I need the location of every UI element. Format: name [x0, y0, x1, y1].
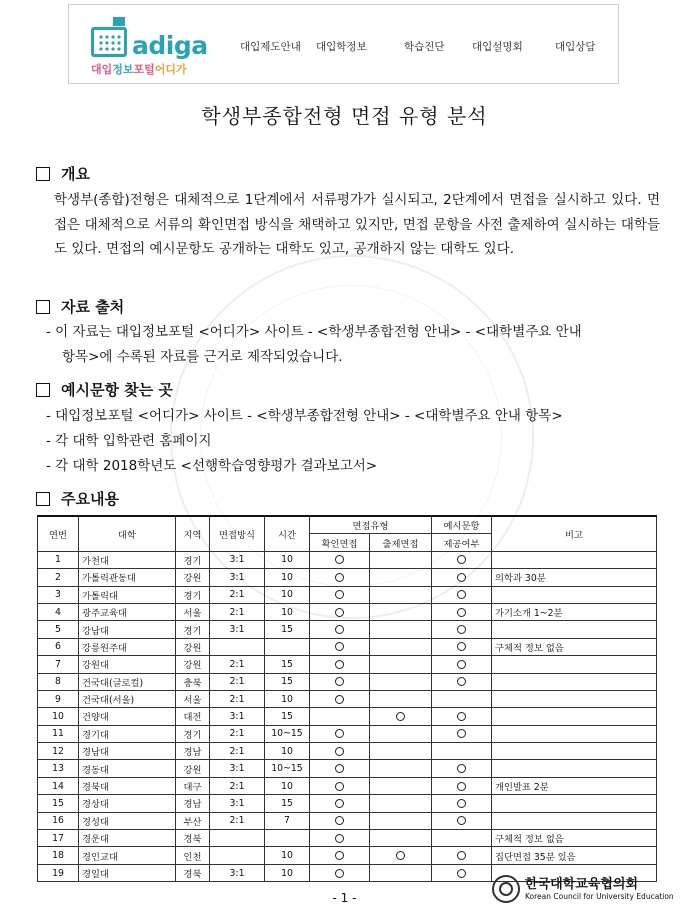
logo-building-icon	[91, 27, 127, 57]
cell-method: 3:1	[210, 621, 265, 638]
cell-univ: 경남대	[79, 743, 176, 760]
cell-example	[432, 812, 492, 829]
circle-mark-icon	[335, 590, 344, 599]
cell-confirm	[310, 795, 370, 812]
cell-method: 3:1	[210, 708, 265, 725]
cell-confirm	[310, 830, 370, 847]
cell-univ: 건양대	[79, 708, 176, 725]
cell-method: 2:1	[210, 673, 265, 690]
cell-region: 경북	[176, 830, 210, 847]
cell-note	[492, 621, 657, 638]
cell-region: 서울	[176, 690, 210, 707]
adiga-logo[interactable]	[91, 15, 211, 75]
cell-preset	[370, 621, 432, 638]
cell-example	[432, 621, 492, 638]
page-title: 학생부종합전형 면접 유형 분석	[201, 104, 488, 128]
cell-preset	[370, 795, 432, 812]
cell-univ: 가톨릭대	[79, 586, 176, 603]
cell-time	[265, 638, 310, 655]
cell-example	[432, 551, 492, 568]
cell-preset	[370, 603, 432, 620]
cell-confirm	[310, 603, 370, 620]
cell-region: 경기	[176, 725, 210, 742]
cell-preset	[370, 864, 432, 881]
checkbox-square-icon	[36, 167, 50, 181]
cell-region: 강원	[176, 760, 210, 777]
cell-time: 7	[265, 812, 310, 829]
cell-region: 경남	[176, 795, 210, 812]
nav-admission-system[interactable]: 대입제도안내	[240, 41, 301, 53]
col-header-example-1: 예시문항	[432, 516, 492, 534]
cell-no: 14	[38, 777, 79, 794]
circle-mark-icon	[457, 555, 466, 564]
cell-no: 8	[38, 673, 79, 690]
circle-mark-icon	[335, 764, 344, 773]
cell-no: 1	[38, 551, 79, 568]
cell-method: 3:1	[210, 569, 265, 586]
cell-time: 15	[265, 673, 310, 690]
cell-no: 4	[38, 603, 79, 620]
cell-note	[492, 708, 657, 725]
cell-region: 경기	[176, 551, 210, 568]
circle-mark-icon	[457, 851, 466, 860]
cell-time	[265, 830, 310, 847]
nav-learning-diagnosis[interactable]: 학습진단	[404, 41, 445, 53]
col-header-region: 지역	[176, 516, 210, 551]
cell-confirm	[310, 551, 370, 568]
table-row	[38, 569, 657, 586]
cell-confirm	[310, 777, 370, 794]
cell-univ: 강남대	[79, 621, 176, 638]
circle-mark-icon	[335, 869, 344, 878]
table-row	[38, 690, 657, 707]
cell-region: 인천	[176, 847, 210, 864]
circle-mark-icon	[335, 816, 344, 825]
cell-preset	[370, 551, 432, 568]
circle-mark-icon	[335, 573, 344, 582]
cell-no: 15	[38, 795, 79, 812]
col-header-example-2: 제공여부	[432, 534, 492, 551]
cell-method	[210, 830, 265, 847]
col-header-time: 시간	[265, 516, 310, 551]
table-row	[38, 551, 657, 568]
cell-no: 10	[38, 708, 79, 725]
cell-note: 구체적 정보 없음	[492, 830, 657, 847]
cell-note	[492, 812, 657, 829]
cell-confirm	[310, 743, 370, 760]
cell-note	[492, 656, 657, 673]
cell-method: 2:1	[210, 690, 265, 707]
logo-flag-icon	[113, 17, 125, 26]
cell-univ: 가천대	[79, 551, 176, 568]
table-row	[38, 760, 657, 777]
circle-mark-icon	[457, 608, 466, 617]
circle-mark-icon	[335, 782, 344, 791]
cell-univ: 광주교육대	[79, 603, 176, 620]
org-logo	[492, 873, 674, 909]
cell-region: 강원	[176, 638, 210, 655]
cell-method: 2:1	[210, 777, 265, 794]
cell-time: 10	[265, 864, 310, 881]
cell-confirm	[310, 864, 370, 881]
nav-admission-counsel[interactable]: 대입상담	[555, 41, 596, 53]
circle-mark-icon	[335, 834, 344, 843]
cell-example	[432, 569, 492, 586]
cell-region: 강원	[176, 569, 210, 586]
cell-region: 대전	[176, 708, 210, 725]
checkbox-square-icon	[36, 383, 50, 397]
cell-example	[432, 708, 492, 725]
col-header-no: 연번	[38, 516, 79, 551]
cell-preset	[370, 830, 432, 847]
cell-note	[492, 760, 657, 777]
cell-univ: 건국대(서울)	[79, 690, 176, 707]
org-name: 한국대학교육협의회	[525, 877, 639, 892]
cell-method: 3:1	[210, 795, 265, 812]
cell-method: 2:1	[210, 656, 265, 673]
cell-preset	[370, 656, 432, 673]
cell-univ: 경상대	[79, 795, 176, 812]
cell-univ: 경기대	[79, 725, 176, 742]
cell-no: 11	[38, 725, 79, 742]
circle-mark-icon	[335, 747, 344, 756]
circle-mark-icon	[457, 816, 466, 825]
cell-univ: 경인교대	[79, 847, 176, 864]
cell-region: 경기	[176, 621, 210, 638]
table-row	[38, 725, 657, 742]
cell-example	[432, 847, 492, 864]
cell-time: 10~15	[265, 760, 310, 777]
cell-region: 대구	[176, 777, 210, 794]
cell-confirm	[310, 586, 370, 603]
circle-mark-icon	[335, 677, 344, 686]
cell-example	[432, 795, 492, 812]
table-row	[38, 812, 657, 829]
circle-mark-icon	[457, 642, 466, 651]
cell-confirm	[310, 708, 370, 725]
circle-mark-icon	[457, 712, 466, 721]
section-source-heading: 자료 출처	[36, 296, 124, 317]
circle-mark-icon	[335, 695, 344, 704]
circle-mark-icon	[396, 712, 405, 721]
cell-no: 16	[38, 812, 79, 829]
cell-time: 10	[265, 743, 310, 760]
cell-time: 10~15	[265, 725, 310, 742]
cell-no: 13	[38, 760, 79, 777]
cell-method: 2:1	[210, 603, 265, 620]
logo-subtitle: 대입정보포털어디가	[91, 63, 187, 76]
cell-example	[432, 673, 492, 690]
table-row	[38, 673, 657, 690]
cell-no: 2	[38, 569, 79, 586]
cell-method: 3:1	[210, 551, 265, 568]
cell-method: 2:1	[210, 586, 265, 603]
circle-mark-icon	[335, 729, 344, 738]
col-header-preset: 출제면접	[370, 534, 432, 551]
cell-note: 의학과 30분	[492, 569, 657, 586]
table-row	[38, 656, 657, 673]
where-item-2: - 각 대학 입학관련 홈페이지	[46, 433, 212, 449]
circle-mark-icon	[335, 799, 344, 808]
cell-preset	[370, 743, 432, 760]
cell-univ: 경운대	[79, 830, 176, 847]
table-row	[38, 603, 657, 620]
cell-confirm	[310, 673, 370, 690]
circle-mark-icon	[335, 851, 344, 860]
cell-note: 개인발표 2분	[492, 777, 657, 794]
circle-mark-icon	[457, 764, 466, 773]
cell-preset	[370, 569, 432, 586]
org-name-en: Korean Council for University Education	[525, 892, 674, 901]
cell-note	[492, 743, 657, 760]
cell-example	[432, 690, 492, 707]
cell-time: 10	[265, 690, 310, 707]
cell-preset	[370, 690, 432, 707]
cell-method: 2:1	[210, 812, 265, 829]
table-row	[38, 847, 657, 864]
cell-time: 15	[265, 621, 310, 638]
cell-example	[432, 586, 492, 603]
cell-confirm	[310, 812, 370, 829]
circle-mark-icon	[457, 625, 466, 634]
cell-preset	[370, 586, 432, 603]
cell-region: 부산	[176, 812, 210, 829]
cell-preset	[370, 638, 432, 655]
cell-confirm	[310, 760, 370, 777]
where-item-3: - 각 대학 2018학년도 <선행학습영향평가 결과보고서>	[46, 458, 378, 474]
table-row	[38, 830, 657, 847]
source-line-1: - 이 자료는 대입정보포털 <어디가> 사이트 - <학생부종합전형 안내> - <대학별주요 안내	[46, 324, 582, 340]
section-where-heading: 예시문항 찾는 곳	[36, 379, 173, 400]
cell-confirm	[310, 621, 370, 638]
circle-mark-icon	[457, 573, 466, 582]
overview-text: 학생부(종합)전형은 대체적으로 1단계에서 서류평가가 실시되고, 2단계에서 면접을 실시하고 있다. 면접은 대체적으로 서류의 확인면접 방식을 채택하고 있지만, 면접 문항을 사전 출제하여 실시하는 대학들도 있다. 면접의 예시문항도 공개하는 대학도 있고, 공개하지 않는 대학도 있다.	[54, 192, 660, 257]
where-item-1: - 대입정보포털 <어디가> 사이트 - <학생부종합전형 안내> - <대학별주요 안내 항목>	[46, 408, 563, 424]
cell-region: 서울	[176, 603, 210, 620]
col-header-confirm: 확인면접	[310, 534, 370, 551]
cell-example	[432, 864, 492, 881]
cell-time: 15	[265, 708, 310, 725]
section-main-heading: 주요내용	[36, 488, 119, 509]
circle-mark-icon	[396, 851, 405, 860]
cell-region: 충북	[176, 673, 210, 690]
cell-no: 3	[38, 586, 79, 603]
interview-table	[37, 515, 657, 882]
cell-note	[492, 586, 657, 603]
circle-mark-icon	[457, 869, 466, 878]
cell-time: 10	[265, 586, 310, 603]
cell-note	[492, 551, 657, 568]
org-seal-icon	[492, 875, 520, 903]
cell-confirm	[310, 656, 370, 673]
cell-region: 경기	[176, 586, 210, 603]
cell-example	[432, 830, 492, 847]
cell-no: 19	[38, 864, 79, 881]
col-header-type: 면접유형	[310, 516, 432, 534]
cell-confirm	[310, 847, 370, 864]
cell-univ: 강릉원주대	[79, 638, 176, 655]
cell-preset	[370, 708, 432, 725]
cell-univ: 경일대	[79, 864, 176, 881]
col-header-method: 면접방식	[210, 516, 265, 551]
circle-mark-icon	[335, 660, 344, 669]
table-row	[38, 777, 657, 794]
checkbox-square-icon	[36, 300, 50, 314]
site-header	[68, 4, 619, 84]
cell-note	[492, 690, 657, 707]
cell-region: 경북	[176, 864, 210, 881]
cell-example	[432, 656, 492, 673]
cell-no: 7	[38, 656, 79, 673]
cell-no: 18	[38, 847, 79, 864]
cell-confirm	[310, 725, 370, 742]
cell-confirm	[310, 690, 370, 707]
cell-preset	[370, 777, 432, 794]
section-overview-heading: 개요	[36, 163, 90, 184]
cell-univ: 경성대	[79, 812, 176, 829]
cell-univ: 건국대(글로컬)	[79, 673, 176, 690]
circle-mark-icon	[457, 782, 466, 791]
cell-time: 10	[265, 777, 310, 794]
nav-admission-briefing[interactable]: 대입설명회	[472, 41, 523, 53]
circle-mark-icon	[457, 729, 466, 738]
cell-preset	[370, 673, 432, 690]
circle-mark-icon	[335, 642, 344, 651]
cell-region: 강원	[176, 656, 210, 673]
cell-note: 구체적 정보 없음	[492, 638, 657, 655]
col-header-univ: 대학	[79, 516, 176, 551]
circle-mark-icon	[335, 608, 344, 617]
page-number: - 1 -	[332, 891, 357, 905]
cell-time: 15	[265, 656, 310, 673]
cell-example	[432, 777, 492, 794]
table-row	[38, 586, 657, 603]
cell-note	[492, 795, 657, 812]
cell-time: 10	[265, 603, 310, 620]
cell-no: 9	[38, 690, 79, 707]
table-row	[38, 743, 657, 760]
cell-time: 10	[265, 551, 310, 568]
cell-univ: 가톨릭관동대	[79, 569, 176, 586]
cell-preset	[370, 812, 432, 829]
circle-mark-icon	[335, 555, 344, 564]
cell-note	[492, 725, 657, 742]
cell-time: 10	[265, 569, 310, 586]
nav-admission-info[interactable]: 대입학정보	[316, 41, 367, 53]
cell-preset	[370, 760, 432, 777]
circle-mark-icon	[457, 799, 466, 808]
cell-confirm	[310, 569, 370, 586]
table-row	[38, 795, 657, 812]
cell-note	[492, 673, 657, 690]
circle-mark-icon	[457, 660, 466, 669]
cell-method	[210, 847, 265, 864]
cell-time: 15	[265, 795, 310, 812]
cell-time: 10	[265, 847, 310, 864]
checkbox-square-icon	[36, 492, 50, 506]
cell-example	[432, 725, 492, 742]
cell-preset	[370, 847, 432, 864]
table-row	[38, 621, 657, 638]
table-row	[38, 638, 657, 655]
cell-region: 경남	[176, 743, 210, 760]
cell-univ: 강원대	[79, 656, 176, 673]
cell-preset	[370, 725, 432, 742]
cell-example	[432, 603, 492, 620]
source-line-2: 항목>에 수록된 자료를 근거로 제작되었습니다.	[62, 349, 343, 365]
cell-example	[432, 760, 492, 777]
cell-method: 3:1	[210, 864, 265, 881]
cell-method: 3:1	[210, 760, 265, 777]
circle-mark-icon	[457, 677, 466, 686]
cell-note: 집단면접 35분 있음	[492, 847, 657, 864]
cell-no: 6	[38, 638, 79, 655]
cell-univ: 경북대	[79, 777, 176, 794]
cell-method: 2:1	[210, 743, 265, 760]
cell-note: 가기소개 1~2분	[492, 603, 657, 620]
cell-no: 17	[38, 830, 79, 847]
circle-mark-icon	[457, 590, 466, 599]
logo-text: adiga	[132, 31, 208, 60]
circle-mark-icon	[335, 625, 344, 634]
cell-no: 5	[38, 621, 79, 638]
table-row	[38, 708, 657, 725]
cell-example	[432, 743, 492, 760]
cell-method: 2:1	[210, 725, 265, 742]
cell-confirm	[310, 638, 370, 655]
cell-univ: 경동대	[79, 760, 176, 777]
cell-method	[210, 638, 265, 655]
cell-no: 12	[38, 743, 79, 760]
col-header-note: 비고	[492, 516, 657, 551]
cell-example	[432, 638, 492, 655]
